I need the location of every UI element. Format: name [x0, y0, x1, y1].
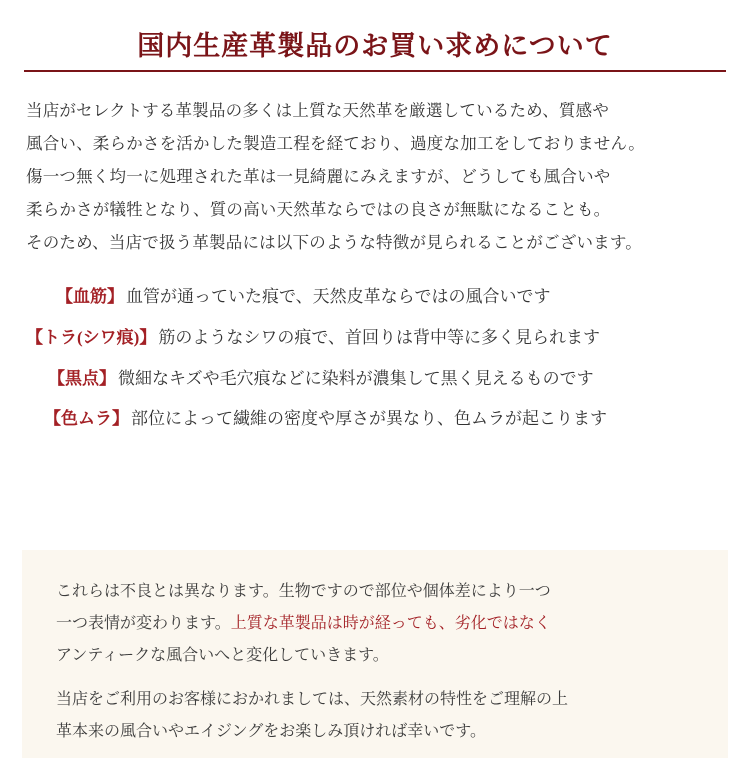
note-spacer [56, 672, 694, 684]
intro-paragraph [26, 94, 724, 259]
feature-description: 筋のようなシワの痕で、首回りは背中等に多く見られます [158, 328, 600, 348]
note-line-2-plain: 一つ表情が変わります。 [56, 615, 231, 632]
intro-line-1: 当店がセレクトする革製品の多くは上質な天然革を厳選しているため、質感や [26, 101, 610, 121]
note-line-5: 革本来の風合いやエイジングをお楽しみ頂ければ幸いです。 [56, 723, 487, 740]
feature-item [26, 367, 724, 392]
feature-description: 微細なキズや毛穴痕などに染料が濃集して黒く見えるものです [118, 368, 594, 388]
feature-item [26, 407, 724, 432]
feature-description: 部位によって繊維の密度や厚さが異なり、色ムラが起こります [131, 409, 607, 429]
closing-note-box [22, 550, 728, 758]
feature-description: 血管が通っていた痕で、天然皮革ならではの風合いです [126, 287, 551, 307]
page-title: 国内生産革製品のお買い求めについて [137, 31, 613, 61]
note-line-2-highlight-b: 劣化ではなく [454, 615, 551, 632]
note-line-3: アンティークな風合いへと変化していきます。 [56, 647, 389, 664]
intro-line-4: 柔らかさが犠牲となり、質の高い天然革ならではの良さが無駄になることも。 [26, 200, 611, 220]
leather-product-notice-page [0, 30, 750, 780]
note-line-2 [56, 608, 694, 640]
feature-item [26, 326, 724, 351]
intro-line-5: そのため、当店で扱う革製品には以下のような特徴が見られることがございます。 [26, 233, 642, 253]
intro-line-3: 傷一つ無く均一に処理された革は一見綺麗にみえますが、どうしても風合いや [26, 167, 611, 187]
feature-item [26, 285, 724, 310]
note-line-2-highlight-a: 上質な革製品は時が経っても、 [230, 615, 455, 632]
intro-line-2: 風合い、柔らかさを活かした製造工程を経ており、過度な加工をしておりません。 [26, 134, 645, 154]
feature-tag: 【血筋】 [56, 287, 124, 307]
feature-tag: 【色ムラ】 [44, 409, 129, 429]
page-title-block [24, 30, 726, 72]
feature-list [26, 285, 724, 432]
feature-tag: 【トラ(シワ痕)】 [26, 328, 157, 348]
feature-tag: 【黒点】 [48, 368, 116, 388]
note-line-1: これらは不良とは異なります。生物ですので部位や個体差により一つ [56, 583, 551, 600]
note-line-4: 当店をご利用のお客様におかれましては、天然素材の特性をご理解の上 [56, 691, 569, 708]
